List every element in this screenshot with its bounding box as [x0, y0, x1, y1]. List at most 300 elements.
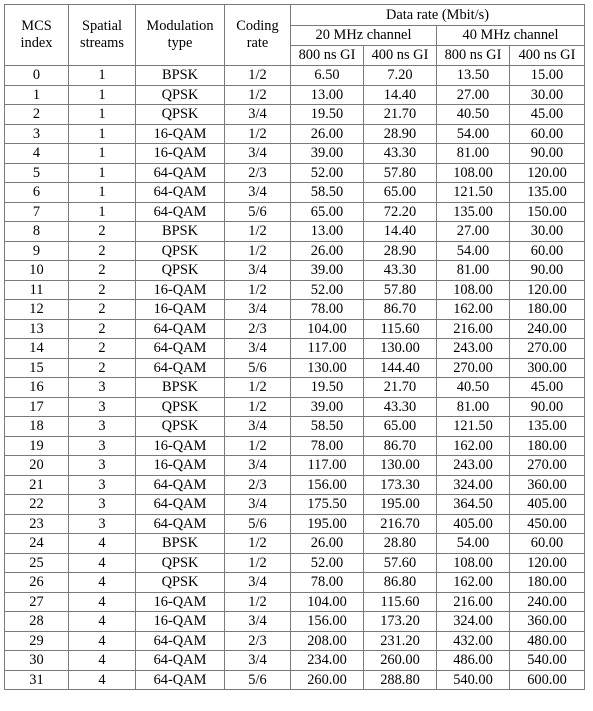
mcs-index-cell: 6	[5, 183, 69, 203]
rate-40mhz-400ns-cell: 270.00	[510, 339, 585, 359]
modulation-cell: 64-QAM	[136, 495, 225, 515]
rate-40mhz-800ns-cell: 27.00	[437, 85, 510, 105]
rate-20mhz-400ns-cell: 288.80	[364, 670, 437, 690]
spatial-streams-cell: 3	[69, 397, 136, 417]
mcs-index-cell: 30	[5, 651, 69, 671]
coding-rate-cell: 1/2	[225, 124, 291, 144]
rate-40mhz-400ns-cell: 60.00	[510, 241, 585, 261]
spatial-streams-cell: 2	[69, 319, 136, 339]
rate-40mhz-400ns-cell: 30.00	[510, 85, 585, 105]
mcs-index-cell: 13	[5, 319, 69, 339]
coding-rate-cell: 5/6	[225, 514, 291, 534]
mcs-index-cell: 26	[5, 573, 69, 593]
rate-40mhz-400ns-cell: 240.00	[510, 592, 585, 612]
header-40mhz-channel: 40 MHz channel	[437, 26, 585, 46]
mcs-index-cell: 27	[5, 592, 69, 612]
rate-40mhz-400ns-cell: 90.00	[510, 397, 585, 417]
rate-20mhz-400ns-cell: 43.30	[364, 397, 437, 417]
modulation-cell: 64-QAM	[136, 183, 225, 203]
rate-20mhz-400ns-cell: 65.00	[364, 183, 437, 203]
rate-40mhz-400ns-cell: 135.00	[510, 183, 585, 203]
modulation-cell: QPSK	[136, 105, 225, 125]
rate-40mhz-800ns-cell: 432.00	[437, 631, 510, 651]
rate-40mhz-800ns-cell: 364.50	[437, 495, 510, 515]
rate-20mhz-400ns-cell: 57.80	[364, 163, 437, 183]
rate-40mhz-400ns-cell: 480.00	[510, 631, 585, 651]
rate-40mhz-800ns-cell: 54.00	[437, 534, 510, 554]
modulation-cell: 64-QAM	[136, 163, 225, 183]
rate-20mhz-800ns-cell: 58.50	[291, 417, 364, 437]
rate-20mhz-800ns-cell: 117.00	[291, 456, 364, 476]
rate-40mhz-800ns-cell: 108.00	[437, 280, 510, 300]
rate-40mhz-800ns-cell: 243.00	[437, 456, 510, 476]
modulation-cell: BPSK	[136, 378, 225, 398]
rate-20mhz-800ns-cell: 65.00	[291, 202, 364, 222]
rate-40mhz-800ns-cell: 216.00	[437, 319, 510, 339]
coding-rate-cell: 5/6	[225, 670, 291, 690]
rate-40mhz-400ns-cell: 45.00	[510, 378, 585, 398]
table-row	[5, 631, 585, 651]
modulation-cell: QPSK	[136, 553, 225, 573]
spatial-streams-cell: 2	[69, 339, 136, 359]
rate-20mhz-800ns-cell: 13.00	[291, 85, 364, 105]
mcs-index-cell: 23	[5, 514, 69, 534]
mcs-rate-table	[4, 4, 585, 690]
modulation-cell: 64-QAM	[136, 631, 225, 651]
header-mcs-index: MCS index	[5, 5, 69, 66]
coding-rate-cell: 2/3	[225, 319, 291, 339]
modulation-cell: 64-QAM	[136, 202, 225, 222]
rate-40mhz-400ns-cell: 180.00	[510, 436, 585, 456]
modulation-cell: 16-QAM	[136, 612, 225, 632]
mcs-index-cell: 1	[5, 85, 69, 105]
coding-rate-cell: 1/2	[225, 222, 291, 242]
modulation-cell: QPSK	[136, 241, 225, 261]
rate-20mhz-800ns-cell: 39.00	[291, 144, 364, 164]
rate-40mhz-800ns-cell: 81.00	[437, 397, 510, 417]
rate-20mhz-400ns-cell: 231.20	[364, 631, 437, 651]
mcs-index-cell: 2	[5, 105, 69, 125]
rate-20mhz-400ns-cell: 115.60	[364, 319, 437, 339]
table-row	[5, 339, 585, 359]
table-row	[5, 436, 585, 456]
rate-20mhz-400ns-cell: 86.80	[364, 573, 437, 593]
rate-40mhz-800ns-cell: 121.50	[437, 417, 510, 437]
rate-40mhz-400ns-cell: 90.00	[510, 261, 585, 281]
table-row	[5, 85, 585, 105]
mcs-index-cell: 3	[5, 124, 69, 144]
coding-rate-cell: 2/3	[225, 163, 291, 183]
rate-20mhz-400ns-cell: 7.20	[364, 66, 437, 86]
rate-20mhz-800ns-cell: 58.50	[291, 183, 364, 203]
coding-rate-cell: 1/2	[225, 534, 291, 554]
rate-40mhz-800ns-cell: 270.00	[437, 358, 510, 378]
rate-20mhz-800ns-cell: 175.50	[291, 495, 364, 515]
coding-rate-cell: 1/2	[225, 436, 291, 456]
modulation-cell: 16-QAM	[136, 592, 225, 612]
rate-40mhz-800ns-cell: 81.00	[437, 261, 510, 281]
mcs-index-cell: 22	[5, 495, 69, 515]
spatial-streams-cell: 4	[69, 651, 136, 671]
table-row	[5, 319, 585, 339]
spatial-streams-cell: 1	[69, 163, 136, 183]
coding-rate-cell: 3/4	[225, 495, 291, 515]
mcs-index-cell: 21	[5, 475, 69, 495]
modulation-cell: 64-QAM	[136, 319, 225, 339]
rate-40mhz-400ns-cell: 15.00	[510, 66, 585, 86]
mcs-index-cell: 12	[5, 300, 69, 320]
rate-40mhz-800ns-cell: 40.50	[437, 105, 510, 125]
coding-rate-cell: 2/3	[225, 631, 291, 651]
spatial-streams-cell: 1	[69, 105, 136, 125]
header-40mhz-800ns-gi: 800 ns GI	[437, 46, 510, 66]
mcs-index-cell: 8	[5, 222, 69, 242]
rate-40mhz-400ns-cell: 405.00	[510, 495, 585, 515]
coding-rate-cell: 5/6	[225, 202, 291, 222]
mcs-index-cell: 17	[5, 397, 69, 417]
table-row	[5, 592, 585, 612]
rate-20mhz-800ns-cell: 117.00	[291, 339, 364, 359]
rate-40mhz-800ns-cell: 324.00	[437, 612, 510, 632]
table-row	[5, 495, 585, 515]
table-row	[5, 378, 585, 398]
rate-20mhz-800ns-cell: 130.00	[291, 358, 364, 378]
mcs-index-cell: 19	[5, 436, 69, 456]
table-row	[5, 66, 585, 86]
rate-40mhz-800ns-cell: 243.00	[437, 339, 510, 359]
spatial-streams-cell: 3	[69, 475, 136, 495]
coding-rate-cell: 3/4	[225, 339, 291, 359]
spatial-streams-cell: 3	[69, 514, 136, 534]
coding-rate-cell: 5/6	[225, 358, 291, 378]
rate-20mhz-800ns-cell: 39.00	[291, 261, 364, 281]
table-row	[5, 241, 585, 261]
mcs-index-cell: 14	[5, 339, 69, 359]
rate-40mhz-400ns-cell: 600.00	[510, 670, 585, 690]
table-row	[5, 514, 585, 534]
mcs-index-cell: 9	[5, 241, 69, 261]
mcs-index-cell: 10	[5, 261, 69, 281]
modulation-cell: QPSK	[136, 397, 225, 417]
rate-20mhz-400ns-cell: 28.90	[364, 241, 437, 261]
rate-40mhz-800ns-cell: 540.00	[437, 670, 510, 690]
rate-40mhz-400ns-cell: 120.00	[510, 553, 585, 573]
spatial-streams-cell: 4	[69, 592, 136, 612]
spatial-streams-cell: 3	[69, 417, 136, 437]
table-row	[5, 202, 585, 222]
modulation-cell: QPSK	[136, 85, 225, 105]
rate-20mhz-400ns-cell: 21.70	[364, 378, 437, 398]
header-coding-rate: Coding rate	[225, 5, 291, 66]
rate-40mhz-400ns-cell: 360.00	[510, 612, 585, 632]
rate-20mhz-800ns-cell: 26.00	[291, 534, 364, 554]
coding-rate-cell: 3/4	[225, 144, 291, 164]
spatial-streams-cell: 4	[69, 553, 136, 573]
rate-40mhz-800ns-cell: 27.00	[437, 222, 510, 242]
header-20mhz-400ns-gi: 400 ns GI	[364, 46, 437, 66]
spatial-streams-cell: 2	[69, 222, 136, 242]
coding-rate-cell: 1/2	[225, 280, 291, 300]
rate-40mhz-800ns-cell: 324.00	[437, 475, 510, 495]
rate-20mhz-400ns-cell: 43.30	[364, 261, 437, 281]
rate-40mhz-400ns-cell: 120.00	[510, 163, 585, 183]
header-spatial-streams: Spatial streams	[69, 5, 136, 66]
table-body	[5, 66, 585, 690]
mcs-index-cell: 28	[5, 612, 69, 632]
modulation-cell: 64-QAM	[136, 475, 225, 495]
coding-rate-cell: 3/4	[225, 573, 291, 593]
table-row	[5, 163, 585, 183]
rate-40mhz-800ns-cell: 81.00	[437, 144, 510, 164]
modulation-cell: 64-QAM	[136, 651, 225, 671]
table-container	[4, 4, 585, 690]
spatial-streams-cell: 1	[69, 144, 136, 164]
header-20mhz-channel: 20 MHz channel	[291, 26, 437, 46]
modulation-cell: 16-QAM	[136, 456, 225, 476]
rate-40mhz-800ns-cell: 162.00	[437, 573, 510, 593]
mcs-index-cell: 16	[5, 378, 69, 398]
mcs-index-cell: 5	[5, 163, 69, 183]
coding-rate-cell: 1/2	[225, 553, 291, 573]
rate-20mhz-800ns-cell: 39.00	[291, 397, 364, 417]
header-20mhz-800ns-gi: 800 ns GI	[291, 46, 364, 66]
header-data-rate: Data rate (Mbit/s)	[291, 5, 585, 26]
rate-20mhz-400ns-cell: 72.20	[364, 202, 437, 222]
table-row	[5, 222, 585, 242]
rate-20mhz-800ns-cell: 13.00	[291, 222, 364, 242]
spatial-streams-cell: 1	[69, 66, 136, 86]
rate-40mhz-400ns-cell: 240.00	[510, 319, 585, 339]
rate-20mhz-800ns-cell: 195.00	[291, 514, 364, 534]
rate-40mhz-800ns-cell: 135.00	[437, 202, 510, 222]
rate-40mhz-800ns-cell: 216.00	[437, 592, 510, 612]
rate-20mhz-400ns-cell: 86.70	[364, 300, 437, 320]
modulation-cell: 64-QAM	[136, 514, 225, 534]
coding-rate-cell: 3/4	[225, 261, 291, 281]
rate-20mhz-800ns-cell: 52.00	[291, 553, 364, 573]
coding-rate-cell: 3/4	[225, 456, 291, 476]
table-row	[5, 261, 585, 281]
table-row	[5, 105, 585, 125]
spatial-streams-cell: 3	[69, 378, 136, 398]
rate-40mhz-400ns-cell: 270.00	[510, 456, 585, 476]
table-row	[5, 183, 585, 203]
spatial-streams-cell: 4	[69, 670, 136, 690]
table-row	[5, 534, 585, 554]
mcs-index-cell: 25	[5, 553, 69, 573]
rate-40mhz-800ns-cell: 54.00	[437, 124, 510, 144]
table-row	[5, 397, 585, 417]
rate-20mhz-400ns-cell: 14.40	[364, 222, 437, 242]
rate-20mhz-400ns-cell: 260.00	[364, 651, 437, 671]
rate-20mhz-400ns-cell: 130.00	[364, 339, 437, 359]
header-40mhz-400ns-gi: 400 ns GI	[510, 46, 585, 66]
modulation-cell: QPSK	[136, 261, 225, 281]
rate-20mhz-400ns-cell: 173.30	[364, 475, 437, 495]
rate-20mhz-400ns-cell: 144.40	[364, 358, 437, 378]
modulation-cell: BPSK	[136, 222, 225, 242]
spatial-streams-cell: 3	[69, 495, 136, 515]
rate-20mhz-800ns-cell: 26.00	[291, 124, 364, 144]
rate-20mhz-800ns-cell: 52.00	[291, 280, 364, 300]
spatial-streams-cell: 2	[69, 261, 136, 281]
rate-20mhz-400ns-cell: 14.40	[364, 85, 437, 105]
rate-20mhz-400ns-cell: 21.70	[364, 105, 437, 125]
rate-20mhz-400ns-cell: 216.70	[364, 514, 437, 534]
header-modulation-type: Modulation type	[136, 5, 225, 66]
modulation-cell: QPSK	[136, 417, 225, 437]
mcs-index-cell: 0	[5, 66, 69, 86]
table-row	[5, 553, 585, 573]
rate-20mhz-400ns-cell: 115.60	[364, 592, 437, 612]
table-row	[5, 124, 585, 144]
rate-40mhz-400ns-cell: 540.00	[510, 651, 585, 671]
mcs-index-cell: 15	[5, 358, 69, 378]
spatial-streams-cell: 1	[69, 183, 136, 203]
rate-20mhz-800ns-cell: 6.50	[291, 66, 364, 86]
rate-20mhz-800ns-cell: 19.50	[291, 105, 364, 125]
rate-40mhz-800ns-cell: 13.50	[437, 66, 510, 86]
rate-20mhz-800ns-cell: 156.00	[291, 475, 364, 495]
rate-40mhz-400ns-cell: 360.00	[510, 475, 585, 495]
table-row	[5, 358, 585, 378]
coding-rate-cell: 3/4	[225, 417, 291, 437]
spatial-streams-cell: 4	[69, 631, 136, 651]
spatial-streams-cell: 2	[69, 280, 136, 300]
rate-20mhz-800ns-cell: 78.00	[291, 300, 364, 320]
rate-20mhz-800ns-cell: 156.00	[291, 612, 364, 632]
rate-40mhz-400ns-cell: 180.00	[510, 300, 585, 320]
rate-20mhz-800ns-cell: 208.00	[291, 631, 364, 651]
rate-40mhz-800ns-cell: 54.00	[437, 241, 510, 261]
coding-rate-cell: 1/2	[225, 241, 291, 261]
table-row	[5, 651, 585, 671]
rate-40mhz-400ns-cell: 135.00	[510, 417, 585, 437]
mcs-index-cell: 24	[5, 534, 69, 554]
rate-40mhz-800ns-cell: 121.50	[437, 183, 510, 203]
rate-20mhz-800ns-cell: 52.00	[291, 163, 364, 183]
rate-40mhz-800ns-cell: 108.00	[437, 553, 510, 573]
spatial-streams-cell: 4	[69, 612, 136, 632]
mcs-index-cell: 4	[5, 144, 69, 164]
rate-40mhz-400ns-cell: 300.00	[510, 358, 585, 378]
modulation-cell: QPSK	[136, 573, 225, 593]
mcs-index-cell: 7	[5, 202, 69, 222]
modulation-cell: 16-QAM	[136, 124, 225, 144]
rate-40mhz-800ns-cell: 108.00	[437, 163, 510, 183]
modulation-cell: 64-QAM	[136, 339, 225, 359]
table-row	[5, 670, 585, 690]
rate-40mhz-400ns-cell: 60.00	[510, 534, 585, 554]
rate-40mhz-400ns-cell: 180.00	[510, 573, 585, 593]
table-row	[5, 280, 585, 300]
modulation-cell: 16-QAM	[136, 300, 225, 320]
coding-rate-cell: 3/4	[225, 651, 291, 671]
coding-rate-cell: 3/4	[225, 183, 291, 203]
coding-rate-cell: 1/2	[225, 397, 291, 417]
coding-rate-cell: 3/4	[225, 300, 291, 320]
rate-20mhz-800ns-cell: 78.00	[291, 436, 364, 456]
rate-20mhz-400ns-cell: 195.00	[364, 495, 437, 515]
modulation-cell: 64-QAM	[136, 670, 225, 690]
rate-20mhz-400ns-cell: 57.60	[364, 553, 437, 573]
spatial-streams-cell: 2	[69, 241, 136, 261]
spatial-streams-cell: 4	[69, 534, 136, 554]
rate-40mhz-800ns-cell: 162.00	[437, 300, 510, 320]
rate-40mhz-800ns-cell: 405.00	[437, 514, 510, 534]
spatial-streams-cell: 2	[69, 300, 136, 320]
mcs-index-cell: 18	[5, 417, 69, 437]
table-row	[5, 144, 585, 164]
rate-40mhz-800ns-cell: 40.50	[437, 378, 510, 398]
rate-20mhz-400ns-cell: 57.80	[364, 280, 437, 300]
modulation-cell: 16-QAM	[136, 280, 225, 300]
coding-rate-cell: 1/2	[225, 85, 291, 105]
modulation-cell: 16-QAM	[136, 144, 225, 164]
modulation-cell: BPSK	[136, 66, 225, 86]
rate-40mhz-800ns-cell: 486.00	[437, 651, 510, 671]
mcs-index-cell: 11	[5, 280, 69, 300]
spatial-streams-cell: 1	[69, 202, 136, 222]
mcs-index-cell: 29	[5, 631, 69, 651]
rate-20mhz-800ns-cell: 234.00	[291, 651, 364, 671]
coding-rate-cell: 1/2	[225, 592, 291, 612]
modulation-cell: 16-QAM	[136, 436, 225, 456]
spatial-streams-cell: 2	[69, 358, 136, 378]
rate-40mhz-400ns-cell: 90.00	[510, 144, 585, 164]
table-row	[5, 456, 585, 476]
rate-20mhz-400ns-cell: 65.00	[364, 417, 437, 437]
table-row	[5, 300, 585, 320]
rate-40mhz-400ns-cell: 30.00	[510, 222, 585, 242]
mcs-index-cell: 20	[5, 456, 69, 476]
spatial-streams-cell: 3	[69, 436, 136, 456]
rate-40mhz-400ns-cell: 45.00	[510, 105, 585, 125]
coding-rate-cell: 2/3	[225, 475, 291, 495]
rate-20mhz-800ns-cell: 104.00	[291, 592, 364, 612]
table-row	[5, 417, 585, 437]
rate-20mhz-400ns-cell: 86.70	[364, 436, 437, 456]
coding-rate-cell: 1/2	[225, 378, 291, 398]
rate-20mhz-800ns-cell: 26.00	[291, 241, 364, 261]
rate-40mhz-400ns-cell: 150.00	[510, 202, 585, 222]
modulation-cell: 64-QAM	[136, 358, 225, 378]
rate-20mhz-400ns-cell: 173.20	[364, 612, 437, 632]
rate-20mhz-400ns-cell: 28.90	[364, 124, 437, 144]
rate-40mhz-400ns-cell: 450.00	[510, 514, 585, 534]
rate-20mhz-800ns-cell: 19.50	[291, 378, 364, 398]
rate-20mhz-800ns-cell: 104.00	[291, 319, 364, 339]
mcs-index-cell: 31	[5, 670, 69, 690]
spatial-streams-cell: 4	[69, 573, 136, 593]
rate-20mhz-400ns-cell: 130.00	[364, 456, 437, 476]
rate-20mhz-400ns-cell: 28.80	[364, 534, 437, 554]
rate-40mhz-400ns-cell: 120.00	[510, 280, 585, 300]
rate-40mhz-400ns-cell: 60.00	[510, 124, 585, 144]
rate-20mhz-800ns-cell: 260.00	[291, 670, 364, 690]
table-row	[5, 573, 585, 593]
rate-20mhz-800ns-cell: 78.00	[291, 573, 364, 593]
spatial-streams-cell: 3	[69, 456, 136, 476]
rate-20mhz-400ns-cell: 43.30	[364, 144, 437, 164]
rate-40mhz-800ns-cell: 162.00	[437, 436, 510, 456]
coding-rate-cell: 1/2	[225, 66, 291, 86]
table-row	[5, 612, 585, 632]
spatial-streams-cell: 1	[69, 124, 136, 144]
coding-rate-cell: 3/4	[225, 612, 291, 632]
spatial-streams-cell: 1	[69, 85, 136, 105]
modulation-cell: BPSK	[136, 534, 225, 554]
